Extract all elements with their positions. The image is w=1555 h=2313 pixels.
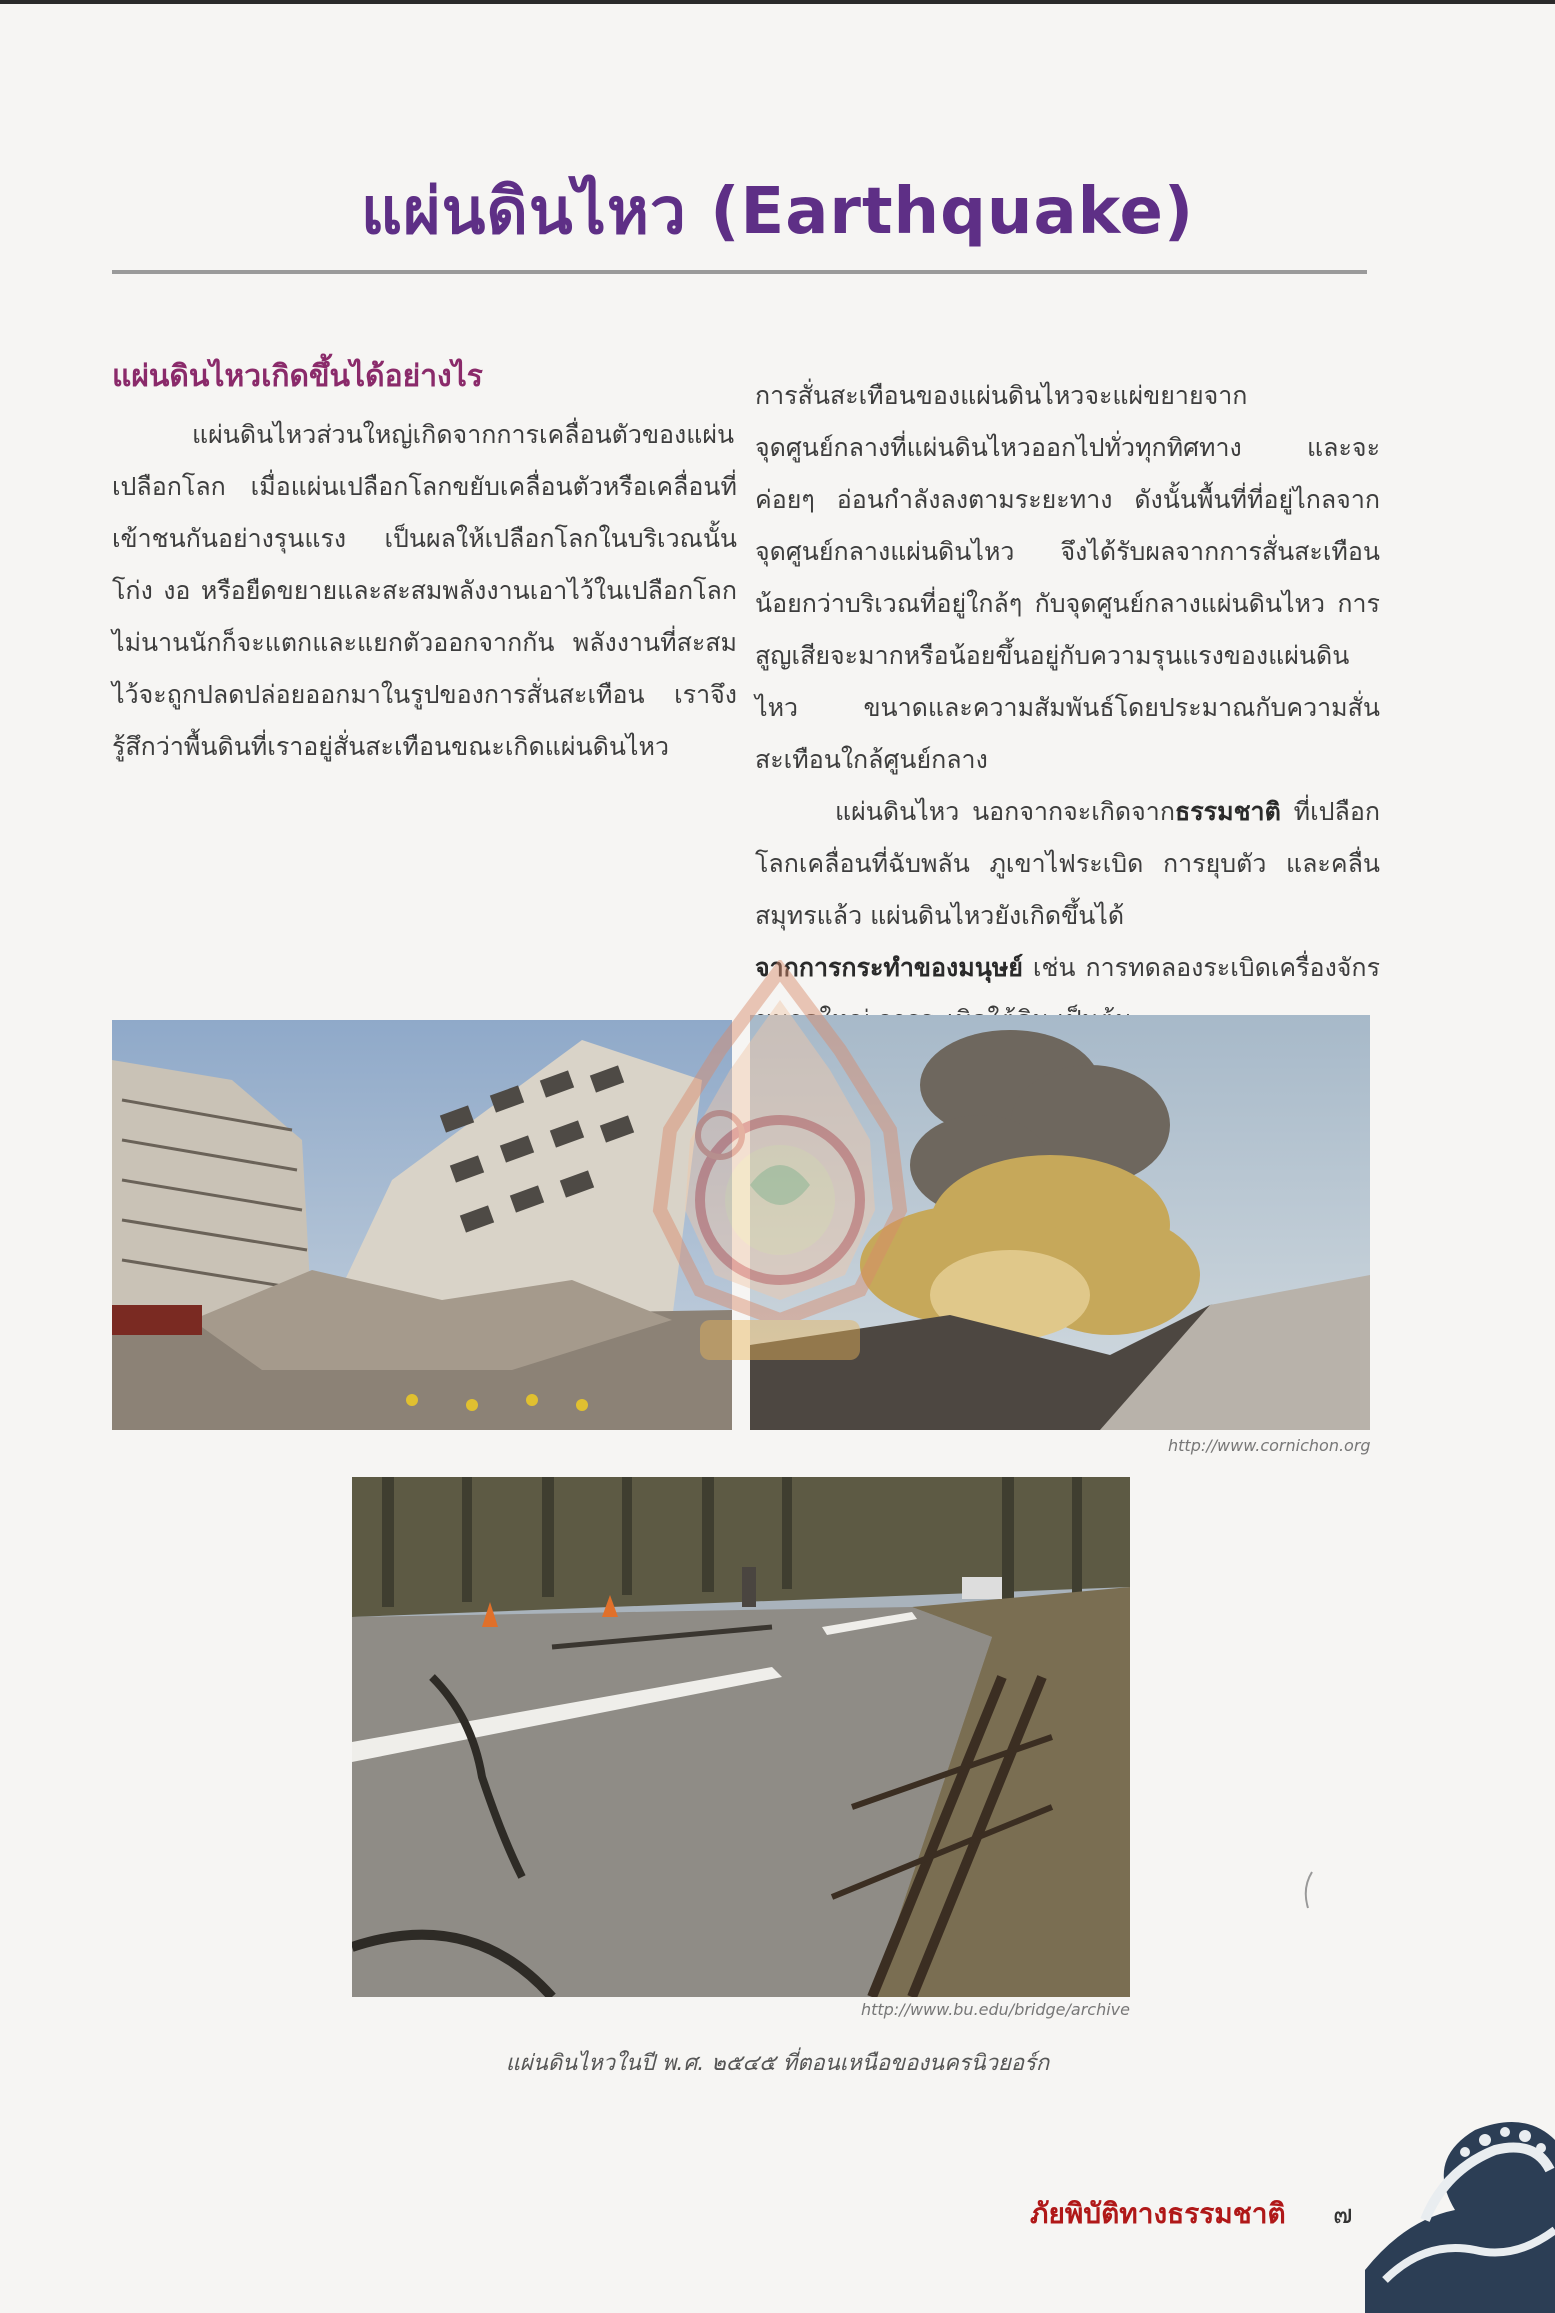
great-wave-illustration	[1365, 2100, 1555, 2313]
paragraph-3-text-c: ที่เปลือกโลกเคลื่อนที่ฉับพลัน ภูเขาไฟระเบิด การยุบตัว และคลื่นสมุทรแล้ว แผ่นดินไหวยังเกิดขึ้นได้	[755, 797, 1380, 930]
page-title: แผ่นดินไหว (Earthquake)	[360, 175, 1195, 249]
paragraph-3-text-e: เช่น การทดลองระเบิดเครื่องจักร	[1032, 953, 1380, 982]
figure-caption: แผ่นดินไหวในปี พ.ศ. ๒๕๔๕ ที่ตอนเหนือของนครนิวยอร์ก	[505, 2051, 1050, 2076]
page-top-edge	[0, 0, 1555, 4]
paragraph-2: การสั่นสะเทือนของแผ่นดินไหวจะแผ่ขยายจากจุดศูนย์กลางที่แผ่นดินไหวออกไปทั่วทุกทิศทาง และจะค่อยๆ อ่อนกำลังลงตามระยะทาง ดังนั้นพื้นที่ที่อยู่ไกลจากจุดศูนย์กลางแผ่นดินไหว จึงได้รับผลจากการสั่นสะเทือนน้อยกว่าบริเวณที่อยู่ใกล้ๆ กับจุดศูนย์กลางแผ่นดินไหว การสูญเสียจะมากหรือน้อยขึ้นอยู่กับความรุนแรงของแผ่นดินไหว ขนาดและความสัมพันธ์โดยประมาณกับความสั่นสะเทือนใกล้ศูนย์กลาง	[755, 381, 1380, 774]
text-column-left	[112, 355, 737, 773]
stray-mark	[1300, 1870, 1316, 1910]
page-number: ๗	[1333, 2200, 1353, 2230]
paragraph-3-text-a: แผ่นดินไหว นอกจากจะเกิดจาก	[835, 797, 1175, 826]
photo-credit-road: http://www.bu.edu/bridge/archive	[860, 2000, 1130, 2019]
seal-watermark	[640, 960, 920, 1380]
title-divider	[112, 270, 1367, 274]
photo-cracked-road	[352, 1477, 1130, 1997]
footer-title: ภัยพิบัติทางธรรมชาติ	[1030, 2197, 1286, 2230]
photo-collapsed-buildings	[112, 1020, 732, 1430]
paragraph-3-bold-human: จากการกระทำของมนุษย์	[755, 953, 1023, 982]
paragraph-3-bold-nature: ธรรมชาติ	[1174, 797, 1281, 826]
photo-credit-volcano: http://www.cornichon.org	[1168, 1436, 1371, 1455]
paragraph-1: แผ่นดินไหวส่วนใหญ่เกิดจากการเคลื่อนตัวของแผ่นเปลือกโลก เมื่อแผ่นเปลือกโลกขยับเคลื่อนตัวหรือเคลื่อนที่เข้าชนกันอย่างรุนแรง เป็นผลให้เปลือกโลกในบริเวณนั้นโก่ง งอ หรือยืดขยายและสะสมพลังงานเอาไว้ในเปลือกโลก ไม่นานนักก็จะแตกและแยกตัวออกจากกัน พลังงานที่สะสมไว้จะถูกปลดปล่อยออกมาในรูปของการสั่นสะเทือน เราจึงรู้สึกว่าพื้นดินที่เราอยู่สั่นสะเทือนขณะเกิดแผ่นดินไหว	[112, 420, 737, 761]
text-column-right	[755, 370, 1380, 1046]
section-heading: แผ่นดินไหวเกิดขึ้นได้อย่างไร	[112, 359, 483, 394]
